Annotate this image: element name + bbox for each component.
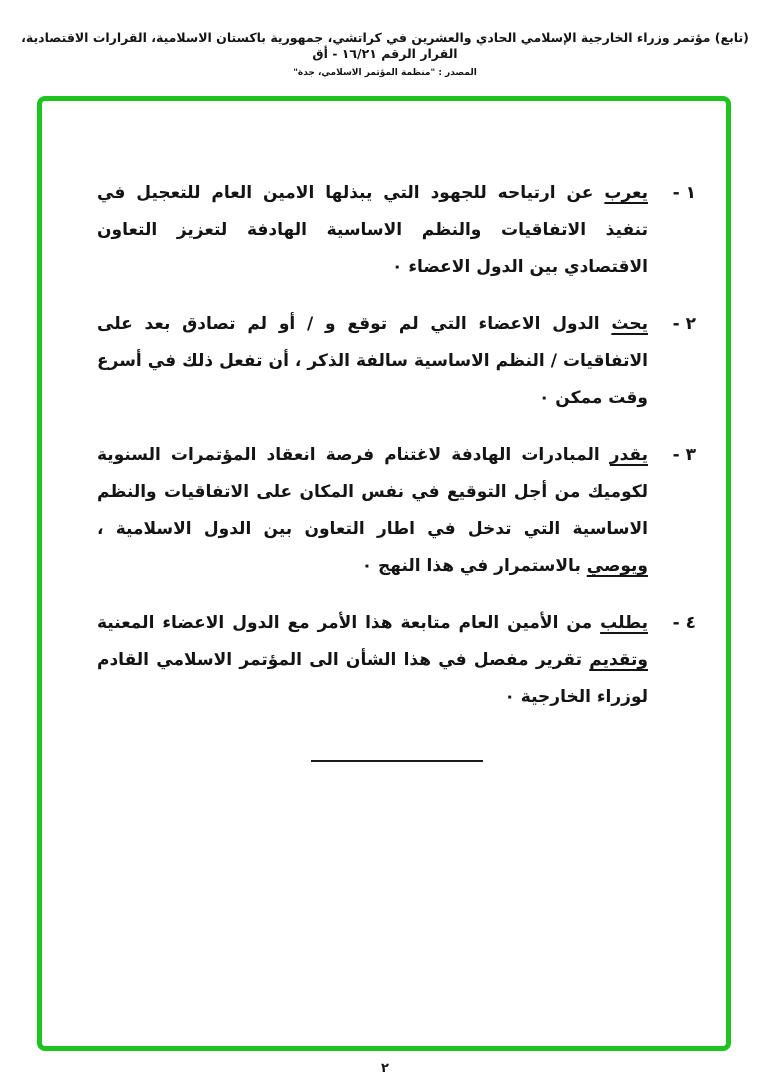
item-number: ٤ - [672, 613, 696, 633]
list-item [97, 437, 696, 585]
item-number: ٣ - [672, 445, 696, 465]
page-header [15, 30, 755, 78]
item-number: ٢ - [672, 314, 696, 334]
content-frame [37, 96, 731, 1051]
item-text [97, 605, 648, 716]
source-line: المصدر : "منظمة المؤتمر الاسلامي، جدة" [293, 68, 477, 78]
page-number: ٢ [381, 1061, 389, 1076]
item-text [97, 437, 648, 585]
item-text-part-2: تقرير مفصل في هذا الشأن الى المؤتمر الاسلامي القادم لوزراء الخارجية ٠ [97, 650, 648, 707]
item-text-part: الدول الاعضاء التي لم توقع و / أو لم تصادق بعد على الاتفاقيات / النظم الاساسية سالفة الذكر ، أن تفعل ذلك في أسرع وقت ممكن ٠ [97, 314, 648, 408]
item-text-part: المبادرات الهادفة لاغتنام فرصة انعقاد المؤتمرات السنوية لكوميك من أجل التوقيع في نفس المكان على الاتفاقيات والنظم الاساسية التي تدخل في اطار التعاون بين الدول الاسلامية ، [97, 445, 648, 539]
item-lead-underlined: يطلب [600, 613, 648, 633]
item-lead-underlined: يعرب [604, 183, 648, 203]
item-text [97, 306, 648, 417]
item-lead-underlined: يحث [611, 314, 648, 334]
item-number: ١ - [672, 183, 696, 203]
list-item [97, 605, 696, 716]
item-underlined-2: ويوصي [586, 556, 648, 576]
item-text-part-2: بالاستمرار في هذا النهج ٠ [361, 556, 587, 576]
item-text-part: عن ارتياحه للجهود التي يبذلها الامين العام للتعجيل في تنفيذ الاتفاقيات والنظم الاساسية الهادفة لتعزيز التعاون الاقتصادي بين الدول الاعضاء ٠ [97, 183, 648, 277]
list-item [97, 306, 696, 417]
item-lead-underlined: يقدر [609, 445, 648, 465]
document-title: (تابع) مؤتمر وزراء الخارجية الإسلامي الحادي والعشرين في كراتشي، جمهورية باكستان الاسلامية، القرارات الاقتصادية، القرار الرقم ١٦/٢١ - أق [21, 30, 749, 61]
list-item [97, 175, 696, 286]
item-underlined-2: وتقديم [589, 650, 648, 670]
item-text-part: من الأمين العام متابعة هذا الأمر مع الدول الاعضاء المعنية [97, 613, 601, 633]
item-text [97, 175, 648, 286]
divider-line [311, 760, 483, 762]
